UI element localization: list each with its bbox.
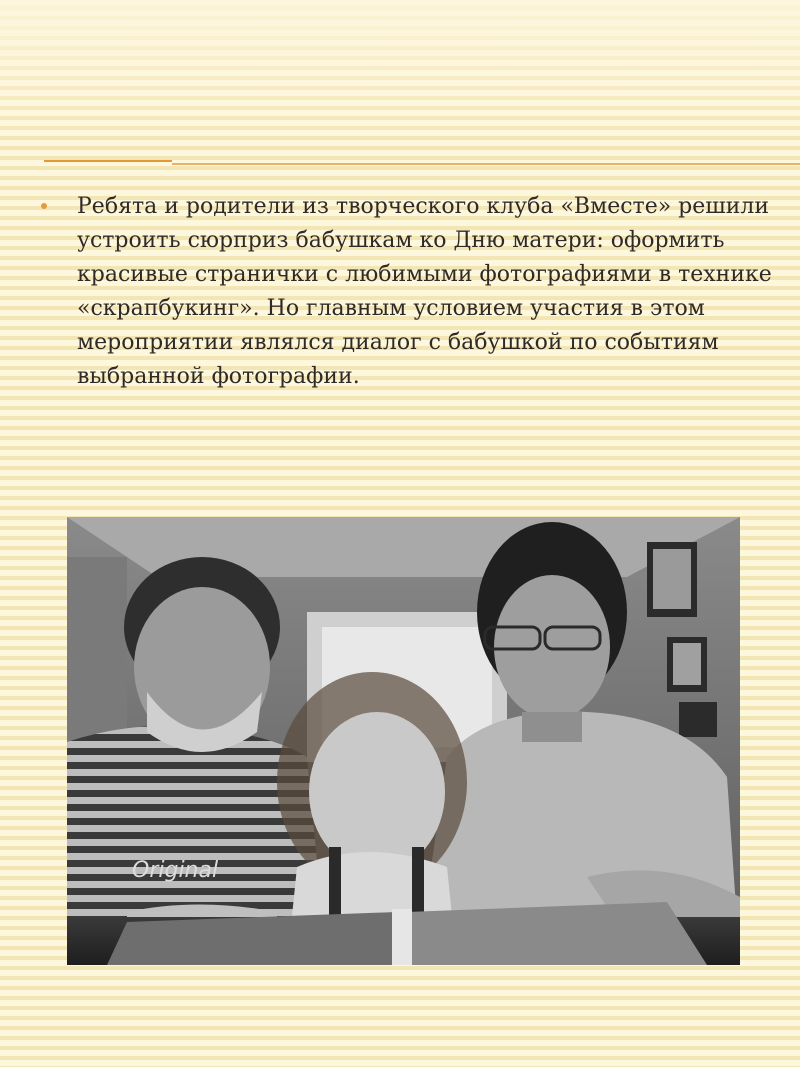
title-divider-accent xyxy=(44,160,172,162)
family-photo xyxy=(67,517,740,965)
title-divider-line xyxy=(172,163,800,165)
body-paragraph: Ребята и родители из творческого клуба «Вместе» решили устроить сюрприз бабушкам ко Дню матери: оформить красивые странички с любимыми фотографиями в технике «скрапбукинг». Но главным условием участия в этом мероприятии являлся диалог с бабушкой по событиям выбранной фотографии. xyxy=(77,194,772,389)
shirt-print: Original xyxy=(132,858,219,883)
bullet-icon xyxy=(41,203,47,209)
